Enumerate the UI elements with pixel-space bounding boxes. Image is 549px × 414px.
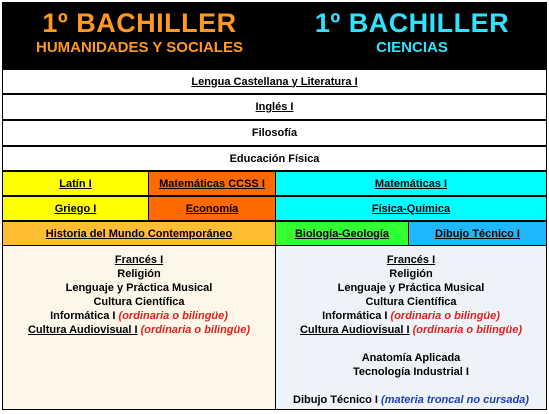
elective-audiovisual-line-ciencias — [276, 323, 546, 337]
header-right-title: 1º BACHILLER — [314, 8, 510, 38]
header-left-subtitle: HUMANIDADES Y SOCIALES — [36, 39, 243, 56]
electives-humanidades — [2, 245, 276, 410]
elective-religion-ciencias: Religión — [389, 268, 433, 280]
elective-frances-ciencias[interactable]: Francés I — [386, 254, 436, 266]
course-table — [2, 2, 547, 410]
elective-informatica-note: (ordinaria o bilingüe) — [118, 310, 228, 322]
elective-audiovisual-note-ciencias: (ordinaria o bilingüe) — [412, 324, 523, 336]
cell-griego[interactable]: Griego I — [3, 197, 149, 220]
electives-ciencias — [275, 245, 547, 410]
elective-informatica-line-ciencias — [276, 309, 546, 323]
spacer — [276, 337, 546, 351]
common-row-lengua — [2, 69, 547, 94]
elective-informatica-ciencias: Informática I — [322, 310, 388, 322]
elective-tecnologia: Tecnología Industrial I — [353, 366, 469, 378]
elective-lenguaje-musical-ciencias: Lenguaje y Práctica Musical — [337, 282, 485, 294]
header-humanidades — [2, 2, 277, 69]
common-row-filosofia — [2, 120, 547, 146]
header-left-title: 1º BACHILLER — [42, 8, 237, 38]
common-educacion-fisica: Educación Física — [229, 152, 320, 165]
modality-row-1 — [2, 171, 547, 196]
elective-religion: Religión — [117, 268, 161, 280]
cell-dibujo-tecnico[interactable]: Dibujo Técnico I — [409, 222, 546, 245]
modality-row-3 — [2, 221, 547, 246]
elective-frances[interactable]: Francés I — [114, 254, 164, 266]
common-filosofia: Filosofía — [251, 127, 298, 139]
common-ingles[interactable]: Inglés I — [255, 101, 294, 113]
elective-dibujo-note: (materia troncal no cursada) — [381, 394, 529, 406]
elective-audiovisual-ciencias[interactable]: Cultura Audiovisual I — [299, 324, 410, 336]
header-ciencias — [277, 2, 547, 69]
elective-dibujo: Dibujo Técnico I — [293, 394, 378, 406]
elective-informatica-note-ciencias: (ordinaria o bilingüe) — [390, 310, 500, 322]
cell-matematicas[interactable]: Matemáticas I — [276, 172, 546, 195]
modality-row-2 — [2, 196, 547, 221]
common-lengua[interactable]: Lengua Castellana y Literatura I — [191, 75, 358, 88]
cell-economia[interactable]: Economía — [149, 197, 276, 220]
elective-anatomia: Anatomía Aplicada — [361, 352, 461, 364]
elective-audiovisual[interactable]: Cultura Audiovisual I — [27, 324, 138, 336]
elective-dibujo-line — [276, 393, 546, 407]
elective-cultura-cientifica: Cultura Científica — [93, 296, 185, 308]
cell-matematicas-ccss[interactable]: Matemáticas CCSS I — [149, 172, 276, 195]
elective-lenguaje-musical: Lenguaje y Práctica Musical — [65, 282, 213, 294]
common-row-educacion — [2, 146, 547, 171]
spacer-2 — [276, 379, 546, 393]
elective-audiovisual-note: (ordinaria o bilingüe) — [140, 324, 251, 336]
cell-biologia-geologia[interactable]: Biología-Geología — [276, 222, 409, 245]
elective-informatica-line — [3, 309, 275, 323]
elective-informatica: Informática I — [50, 310, 116, 322]
cell-fisica-quimica[interactable]: Física-Química — [276, 197, 546, 220]
elective-cultura-cientifica-ciencias: Cultura Científica — [365, 296, 457, 308]
header-band — [2, 2, 547, 69]
cell-latin[interactable]: Latín I — [3, 172, 149, 195]
common-row-ingles — [2, 94, 547, 120]
elective-audiovisual-line — [3, 323, 275, 337]
header-right-subtitle: CIENCIAS — [376, 39, 448, 56]
cell-historia[interactable]: Historia del Mundo Contemporáneo — [3, 222, 276, 245]
